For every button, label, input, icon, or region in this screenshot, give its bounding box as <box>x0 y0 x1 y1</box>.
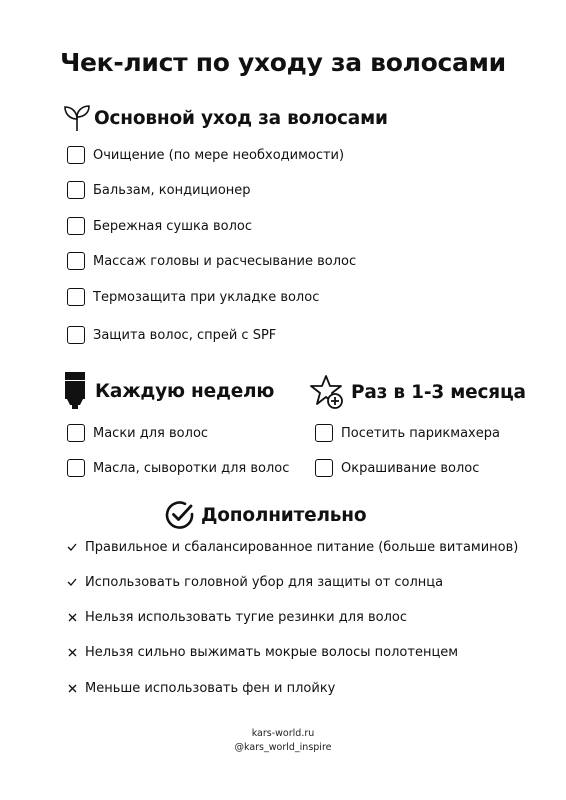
list-item <box>66 678 335 698</box>
check-item <box>67 215 252 237</box>
check-item-label: Массаж головы и расчесывание волос <box>93 253 357 269</box>
check-item-label: Масла, сыворотки для волос <box>93 460 290 476</box>
check-item <box>67 422 208 444</box>
checkbox[interactable] <box>67 424 85 442</box>
checkbox[interactable] <box>67 181 85 199</box>
check-item <box>315 457 479 479</box>
quarterly-title: Раз в 1-3 месяца <box>351 381 526 403</box>
check-item <box>67 250 356 272</box>
checkbox[interactable] <box>315 424 333 442</box>
checkmark-icon <box>66 543 78 551</box>
check-circle-icon <box>165 500 195 530</box>
checkbox[interactable] <box>315 459 333 477</box>
sprout-icon <box>62 104 92 132</box>
checkbox[interactable] <box>67 252 85 270</box>
list-item <box>66 572 443 592</box>
check-item-label: Бережная сушка волос <box>93 218 253 234</box>
list-item <box>66 607 407 627</box>
cross-icon <box>66 684 78 693</box>
list-item <box>66 642 458 662</box>
checkmark-icon <box>66 578 78 586</box>
check-item <box>315 422 500 444</box>
check-item-label: Маски для волос <box>93 425 209 441</box>
list-item <box>66 537 518 557</box>
weekly-title: Каждую неделю <box>95 380 275 402</box>
additional-heading <box>165 500 366 530</box>
weekly-heading <box>64 372 274 410</box>
checkbox[interactable] <box>67 326 85 344</box>
check-item-label: Защита волос, спрей с SPF <box>93 327 277 343</box>
cross-icon <box>66 648 78 657</box>
check-item <box>67 144 344 166</box>
checkbox[interactable] <box>67 288 85 306</box>
basic-care-heading <box>62 104 388 132</box>
additional-title: Дополнительно <box>201 504 367 526</box>
basic-care-title: Основной уход за волосами <box>94 107 388 129</box>
footer-site-link[interactable]: kars-world.ru <box>251 728 315 739</box>
check-item <box>67 457 289 479</box>
quarterly-heading <box>310 374 526 410</box>
checkbox[interactable] <box>67 146 85 164</box>
list-item-label: Нельзя сильно выжимать мокрые волосы полотенцем <box>85 644 459 660</box>
check-item <box>67 324 276 346</box>
list-item-label: Меньше использовать фен и плойку <box>85 680 336 696</box>
tube-icon <box>64 372 86 410</box>
check-item <box>67 179 251 201</box>
list-item-label: Правильное и сбалансированное питание (больше витаминов) <box>85 539 519 555</box>
star-plus-icon <box>310 374 346 410</box>
checkbox[interactable] <box>67 217 85 235</box>
list-item-label: Нельзя использовать тугие резинки для волос <box>85 609 407 625</box>
check-item-label: Окрашивание волос <box>341 460 480 476</box>
check-item <box>67 286 319 308</box>
check-item-label: Бальзам, кондиционер <box>93 182 251 198</box>
check-item-label: Термозащита при укладке волос <box>93 289 320 305</box>
check-item-label: Очищение (по мере необходимости) <box>93 147 345 163</box>
cross-icon <box>66 613 78 622</box>
list-item-label: Использовать головной убор для защиты от солнца <box>85 574 444 590</box>
check-item-label: Посетить парикмахера <box>341 425 500 441</box>
footer-handle: @kars_world_inspire <box>234 742 332 753</box>
page-title: Чек-лист по уходу за волосами <box>60 48 506 77</box>
checkbox[interactable] <box>67 459 85 477</box>
